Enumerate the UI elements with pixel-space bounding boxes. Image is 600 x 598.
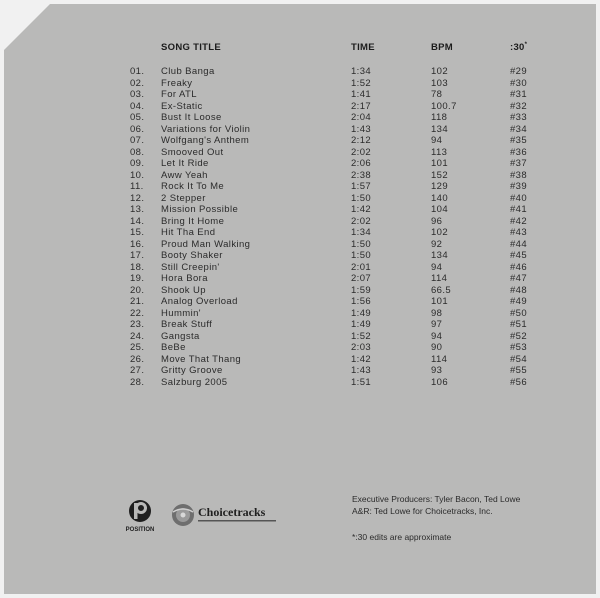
ar-credit: A&R: Ted Lowe for Choicetracks, Inc. bbox=[352, 506, 493, 516]
track-title: Club Banga bbox=[161, 66, 215, 77]
track-title: Gritty Groove bbox=[161, 365, 223, 376]
track-bpm: 78 bbox=[431, 89, 443, 100]
track-row bbox=[0, 365, 600, 377]
track-bpm: 94 bbox=[431, 261, 443, 273]
track-row bbox=[0, 158, 600, 170]
track-bpm: 104 bbox=[431, 204, 449, 215]
track-edit: #33 bbox=[510, 112, 528, 123]
track-edit: #44 bbox=[510, 238, 528, 250]
track-row bbox=[0, 78, 600, 90]
executive-producers: Executive Producers: Tyler Bacon, Ted Lowe bbox=[352, 494, 521, 504]
track-time: 1:42 bbox=[351, 204, 372, 215]
track-title: Analog Overload bbox=[161, 296, 238, 307]
track-title: Rock It To Me bbox=[161, 181, 225, 192]
track-number: 19. bbox=[130, 273, 145, 284]
track-bpm: 97 bbox=[431, 319, 443, 330]
track-bpm: 118 bbox=[431, 112, 448, 123]
track-title: Gangsta bbox=[161, 330, 200, 342]
track-title: Aww Yeah bbox=[161, 169, 208, 181]
track-number: 28. bbox=[130, 376, 145, 388]
track-bpm: 94 bbox=[431, 135, 443, 146]
track-edit: #30 bbox=[510, 77, 528, 89]
track-number: 18. bbox=[130, 261, 145, 273]
track-time: 1:34 bbox=[351, 227, 372, 238]
track-number: 15. bbox=[130, 227, 145, 238]
track-edit: #55 bbox=[510, 365, 528, 376]
track-row bbox=[0, 204, 600, 216]
track-number: 13. bbox=[130, 204, 145, 215]
track-edit: #32 bbox=[510, 100, 528, 112]
track-time: 1:57 bbox=[351, 181, 372, 192]
track-title: For ATL bbox=[161, 89, 197, 100]
track-edit: #41 bbox=[510, 204, 528, 215]
track-number: 04. bbox=[130, 100, 145, 112]
track-number: 07. bbox=[130, 135, 145, 146]
track-title: Bring It Home bbox=[161, 215, 225, 227]
track-row bbox=[0, 170, 600, 182]
track-time: 1:59 bbox=[351, 284, 372, 296]
track-row bbox=[0, 354, 600, 366]
track-row bbox=[0, 377, 600, 389]
track-number: 03. bbox=[130, 89, 145, 100]
track-time: 2:02 bbox=[351, 215, 372, 227]
track-number: 23. bbox=[130, 319, 145, 330]
track-number: 09. bbox=[130, 158, 145, 169]
track-bpm: 102 bbox=[431, 66, 449, 77]
track-time: 1:43 bbox=[351, 123, 372, 135]
track-row bbox=[0, 147, 600, 159]
track-bpm: 114 bbox=[431, 353, 448, 365]
track-title: BeBe bbox=[161, 342, 186, 353]
track-row bbox=[0, 296, 600, 308]
track-number: 21. bbox=[130, 296, 145, 307]
track-row bbox=[0, 112, 600, 124]
track-number: 25. bbox=[130, 342, 145, 353]
track-edit: #47 bbox=[510, 273, 528, 284]
track-number: 12. bbox=[130, 192, 145, 204]
track-edit: #39 bbox=[510, 181, 528, 192]
track-number: 06. bbox=[130, 123, 145, 135]
track-row bbox=[0, 193, 600, 205]
track-time: 1:42 bbox=[351, 353, 372, 365]
track-time: 1:41 bbox=[351, 89, 372, 100]
track-row bbox=[0, 124, 600, 136]
track-edit: #29 bbox=[510, 66, 528, 77]
track-edit: #53 bbox=[510, 342, 528, 353]
track-number: 05. bbox=[130, 112, 145, 123]
track-row bbox=[0, 342, 600, 354]
track-edit: #56 bbox=[510, 376, 528, 388]
track-time: 1:50 bbox=[351, 250, 372, 261]
track-bpm: 100.7 bbox=[431, 100, 457, 112]
track-time: 1:43 bbox=[351, 365, 372, 376]
position-logo bbox=[120, 497, 160, 535]
track-row bbox=[0, 101, 600, 113]
track-time: 1:34 bbox=[351, 66, 372, 77]
track-time: 2:07 bbox=[351, 273, 372, 284]
track-bpm: 93 bbox=[431, 365, 443, 376]
track-title: Salzburg 2005 bbox=[161, 376, 228, 388]
track-edit: #37 bbox=[510, 158, 528, 169]
track-title: Variations for Violin bbox=[161, 123, 251, 135]
track-row bbox=[0, 227, 600, 239]
track-title: Proud Man Walking bbox=[161, 238, 251, 250]
track-edit: #38 bbox=[510, 169, 528, 181]
track-title: Ex-Static bbox=[161, 100, 203, 112]
track-row bbox=[0, 216, 600, 228]
track-edit: #45 bbox=[510, 250, 528, 261]
track-title: Freaky bbox=[161, 77, 193, 89]
track-edit: #50 bbox=[510, 307, 528, 319]
track-number: 14. bbox=[130, 215, 145, 227]
track-time: 1:49 bbox=[351, 307, 372, 319]
track-bpm: 66.5 bbox=[431, 284, 452, 296]
track-row bbox=[0, 308, 600, 320]
track-row bbox=[0, 239, 600, 251]
choicetracks-logo bbox=[170, 500, 280, 530]
credits-block bbox=[352, 493, 520, 517]
track-bpm: 96 bbox=[431, 215, 443, 227]
track-title: Wolfgang's Anthem bbox=[161, 135, 250, 146]
track-title: Still Creepin' bbox=[161, 261, 220, 273]
track-time: 1:50 bbox=[351, 238, 372, 250]
track-edit: #49 bbox=[510, 296, 528, 307]
track-bpm: 134 bbox=[431, 250, 449, 261]
track-title: Hummin' bbox=[161, 307, 201, 319]
track-title: Move That Thang bbox=[161, 353, 242, 365]
track-bpm: 129 bbox=[431, 181, 449, 192]
track-row bbox=[0, 250, 600, 262]
track-bpm: 103 bbox=[431, 77, 449, 89]
track-time: 2:12 bbox=[351, 135, 372, 146]
track-number: 11. bbox=[130, 181, 144, 192]
track-edit: #48 bbox=[510, 284, 528, 296]
track-number: 16. bbox=[130, 238, 145, 250]
track-time: 1:49 bbox=[351, 319, 372, 330]
track-number: 20. bbox=[130, 284, 145, 296]
track-edit: #31 bbox=[510, 89, 528, 100]
track-bpm: 113 bbox=[431, 146, 448, 158]
track-time: 2:38 bbox=[351, 169, 372, 181]
track-edit: #52 bbox=[510, 330, 528, 342]
track-bpm: 98 bbox=[431, 307, 443, 319]
header-edit-mark: * bbox=[524, 42, 528, 48]
track-time: 1:50 bbox=[351, 192, 372, 204]
track-title: Mission Possible bbox=[161, 204, 239, 215]
track-title: Shook Up bbox=[161, 284, 206, 296]
track-row bbox=[0, 66, 600, 78]
track-time: 1:52 bbox=[351, 330, 372, 342]
track-number: 24. bbox=[130, 330, 145, 342]
track-bpm: 106 bbox=[431, 376, 449, 388]
track-title: Booty Shaker bbox=[161, 250, 223, 261]
track-bpm: 92 bbox=[431, 238, 443, 250]
track-edit: #36 bbox=[510, 146, 528, 158]
track-bpm: 102 bbox=[431, 227, 449, 238]
track-number: 27. bbox=[130, 365, 145, 376]
header-time: TIME bbox=[351, 42, 375, 53]
track-number: 01. bbox=[130, 66, 145, 77]
track-time: 2:01 bbox=[351, 261, 372, 273]
header-bpm: BPM bbox=[431, 42, 454, 53]
track-bpm: 140 bbox=[431, 192, 449, 204]
header-edit-label: :30 bbox=[510, 42, 525, 54]
edits-note: *:30 edits are approximate bbox=[352, 532, 452, 542]
track-bpm: 90 bbox=[431, 342, 443, 353]
track-time: 2:04 bbox=[351, 112, 372, 123]
track-bpm: 101 bbox=[431, 158, 449, 169]
header-edit bbox=[510, 42, 527, 53]
track-edit: #46 bbox=[510, 261, 528, 273]
track-title: 2 Stepper bbox=[161, 192, 206, 204]
track-edit: #35 bbox=[510, 135, 528, 146]
track-row bbox=[0, 262, 600, 274]
track-time: 2:02 bbox=[351, 146, 372, 158]
track-number: 10. bbox=[130, 169, 145, 181]
track-bpm: 152 bbox=[431, 169, 449, 181]
track-number: 17. bbox=[130, 250, 145, 261]
header-song-title: SONG TITLE bbox=[161, 42, 221, 53]
choicetracks-logo-text: Choicetracks bbox=[198, 505, 266, 519]
position-logo-text: POSITION bbox=[125, 527, 155, 533]
track-title: Let It Ride bbox=[161, 158, 209, 169]
track-number: 02. bbox=[130, 77, 145, 89]
track-row bbox=[0, 89, 600, 101]
track-title: Smooved Out bbox=[161, 146, 224, 158]
track-bpm: 114 bbox=[431, 273, 448, 284]
track-edit: #54 bbox=[510, 353, 528, 365]
track-bpm: 94 bbox=[431, 330, 443, 342]
track-edit: #40 bbox=[510, 192, 528, 204]
track-list bbox=[0, 66, 600, 388]
track-edit: #34 bbox=[510, 123, 528, 135]
track-time: 1:56 bbox=[351, 296, 372, 307]
track-bpm: 101 bbox=[431, 296, 449, 307]
track-row bbox=[0, 135, 600, 147]
track-row bbox=[0, 331, 600, 343]
track-time: 2:06 bbox=[351, 158, 372, 169]
track-title: Hit Tha End bbox=[161, 227, 216, 238]
track-row bbox=[0, 273, 600, 285]
track-edit: #43 bbox=[510, 227, 528, 238]
track-row bbox=[0, 285, 600, 297]
track-number: 08. bbox=[130, 146, 145, 158]
track-number: 26. bbox=[130, 353, 145, 365]
track-time: 2:17 bbox=[351, 100, 372, 112]
track-title: Hora Bora bbox=[161, 273, 208, 284]
track-time: 1:52 bbox=[351, 77, 372, 89]
track-row bbox=[0, 181, 600, 193]
track-bpm: 134 bbox=[431, 123, 449, 135]
track-title: Bust It Loose bbox=[161, 112, 222, 123]
track-row bbox=[0, 319, 600, 331]
track-edit: #42 bbox=[510, 215, 528, 227]
track-time: 2:03 bbox=[351, 342, 372, 353]
track-number: 22. bbox=[130, 307, 145, 319]
track-edit: #51 bbox=[510, 319, 528, 330]
track-title: Break Stuff bbox=[161, 319, 213, 330]
track-time: 1:51 bbox=[351, 376, 372, 388]
